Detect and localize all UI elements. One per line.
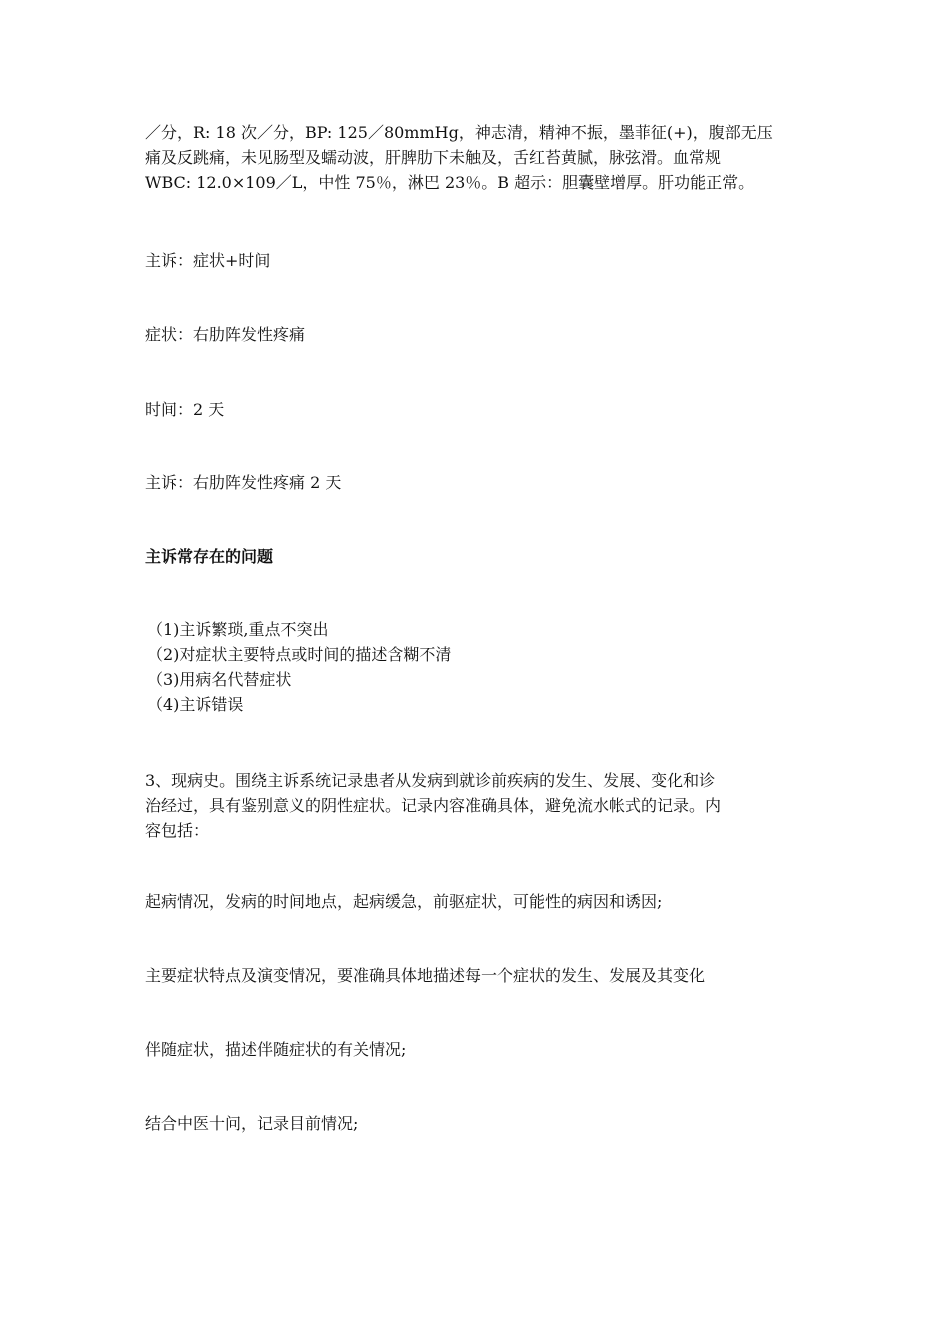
- text-line: ／分，R: 18 次／分，BP: 125／80mmHg，神志清，精神不振，墨菲征(+)，腹部无压: [145, 123, 773, 142]
- text-line: 痛及反跳痛，未见肠型及蠕动波，肝脾肋下未触及，舌红苔黄腻，脉弦滑。血常规: [145, 148, 722, 167]
- problems-list: [147, 617, 817, 717]
- symptom-line: 症状：右肋阵发性疼痛: [145, 325, 306, 344]
- tcm-ten-questions-line: 结合中医十问，记录目前情况;: [145, 1114, 359, 1133]
- problems-heading: 主诉常存在的问题: [145, 547, 274, 566]
- list-item: （1)主诉繁琐,重点不突出: [147, 620, 329, 639]
- duration-line: 时间：2 天: [145, 400, 225, 419]
- present-history-paragraph: [145, 768, 815, 843]
- list-item: （2)对症状主要特点或时间的描述含糊不清: [147, 645, 452, 664]
- list-item: （4)主诉错误: [147, 695, 244, 714]
- text-line: 治经过，具有鉴别意义的阴性症状。记录内容准确具体，避免流水帐式的记录。内: [145, 796, 722, 815]
- list-item: （3)用病名代替症状: [147, 670, 292, 689]
- complaint-formula: 主诉：症状+时间: [145, 251, 271, 270]
- text-line: 3、现病史。围绕主诉系统记录患者从发病到就诊前疾病的发生、发展、变化和诊: [145, 771, 716, 790]
- main-symptoms-line: 主要症状特点及演变情况，要准确具体地描述每一个症状的发生、发展及其变化: [145, 966, 706, 985]
- text-line: WBC: 12.0×109／L，中性 75％，淋巴 23％。B 超示：胆囊壁增厚。肝功能正常。: [145, 173, 755, 192]
- complaint-example: 主诉：右肋阵发性疼痛 2 天: [145, 473, 342, 492]
- onset-line: 起病情况，发病的时间地点，起病缓急，前驱症状，可能性的病因和诱因;: [145, 892, 663, 911]
- text-line: 容包括：: [145, 821, 210, 840]
- exam-findings-paragraph: [145, 120, 815, 195]
- accompanying-symptoms-line: 伴随症状，描述伴随症状的有关情况;: [145, 1040, 407, 1059]
